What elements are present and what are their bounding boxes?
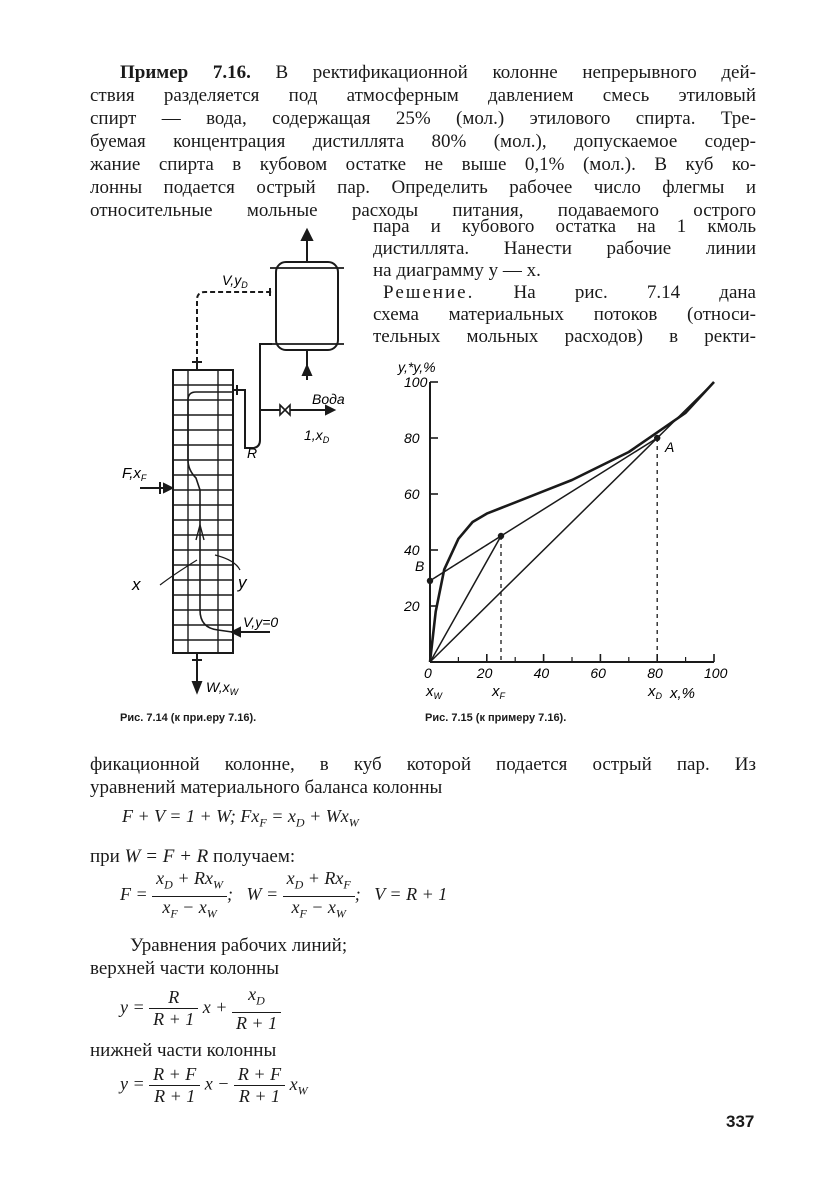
text-line: на диаграмму y — x. (373, 260, 541, 281)
text-line: уравнений материального баланса колонны (90, 777, 443, 798)
bottoms-label: $W,x_W$ (206, 679, 239, 697)
xf-label: $x_F$ (492, 683, 505, 701)
text-line: фикационной колонне, в куб которой подается острый пар. Из (90, 754, 756, 775)
chart-ticks (403, 374, 728, 681)
y-tick-label: 60 (404, 486, 420, 502)
chart-xlabel: x,% (670, 685, 696, 702)
y-tick-label: 100 (404, 374, 428, 390)
text-line: спирт — вода, содержащая 25% (мол.) этилового спирта. Тре- (90, 108, 756, 129)
x-tick-label: 60 (590, 665, 606, 681)
vapor-top-label: $V,y_D$ (222, 272, 248, 290)
column-trays (173, 370, 233, 653)
text-line: буемая концентрация дистиллята 80% (мол.), допускаемое содер- (90, 131, 756, 152)
series-line-3 (430, 536, 501, 662)
text-line: Решение. На рис. 7.14 дана (383, 282, 756, 303)
text-line: лонны подается острый пар. Определить рабочее число флегмы и (90, 177, 756, 198)
text-line: дистиллята. Нанести рабочие линии (373, 238, 756, 259)
text-line: пара и кубового остатка на 1 кмоль (373, 216, 756, 237)
vent-arrow (302, 230, 312, 240)
y-tick-label: 80 (404, 430, 420, 446)
feed-label: $F,x_F$ (122, 465, 147, 483)
text-line: схема материальных потоков (относи- (373, 304, 756, 325)
text-line: ствия разделяется под атмосферным давлением смесь этиловый (90, 85, 756, 106)
reflux-line (233, 390, 260, 448)
xd-label: $x_D$ (648, 683, 662, 701)
text-line: жание спирта в кубовом остатке не выше 0,1% (мол.). В куб ко- (90, 154, 756, 175)
x-tick-label: 40 (533, 665, 550, 681)
text-line: нижней части колонны (90, 1040, 277, 1061)
chart-series (430, 382, 714, 662)
figure-7-14-caption: Рис. 7.14 (к при.еру 7.16). (120, 712, 257, 724)
steam-label: V,y=0 (243, 614, 279, 630)
marker-point (654, 435, 660, 441)
point-a-label: A (665, 439, 675, 455)
distillate-label: $1,x_D$ (304, 427, 330, 445)
x-tick-label: 0 (424, 665, 432, 681)
y-tick-label: 20 (404, 598, 420, 614)
xw-label: $x_W$ (426, 683, 442, 701)
x-tick-label: 80 (647, 665, 663, 681)
x-label: x (132, 575, 141, 594)
equation-lower-line: y = $\frac{R + F}{R + 1}$ x − $\frac{R + F}{R + 1}$ $x_W$ (120, 1064, 308, 1106)
condenser (276, 262, 338, 350)
marker-point (427, 578, 433, 584)
text-line: Пример 7.16. В ректификационной колонне непрерывного дей- (120, 62, 756, 83)
page-number: 337 (726, 1112, 755, 1131)
y-tick-label: 40 (404, 542, 420, 558)
text-line: относительные мольные расходы питания, подаваемого острого (90, 200, 756, 221)
chart-ylabel: y,*y,% (398, 359, 436, 375)
marker-point (498, 533, 504, 539)
valve (280, 405, 290, 415)
equation-balance: F + V = 1 + W; $Fx_F = x_D + Wx_W$ (122, 806, 359, 830)
text-line: при W = F + R получаем: (90, 846, 296, 867)
equation-upper-line: y = $\frac{R}{R + 1}$ x + $\frac{x_D}{R + 1}$ (120, 984, 281, 1034)
water-label: Вода (312, 391, 345, 407)
equation-flows: F = $\frac{x_D + Rx_W}{x_F - x_W}$ ; W = $\frac{x_D + Rx_F}{x_F - x_W}$ ; V = R + 1 (120, 868, 448, 921)
x-tick-label: 100 (704, 665, 728, 681)
text-line: Уравнения рабочих линий; (130, 935, 348, 956)
y-label: y (238, 573, 247, 592)
distillate-line (260, 344, 280, 410)
solution-heading: Решение. (383, 282, 475, 303)
series-line-2 (430, 438, 657, 581)
figure-7-14-column-diagram (110, 222, 370, 707)
figure-7-15-caption: Рис. 7.15 (к примеру 7.16). (425, 712, 567, 724)
x-tick-label: 20 (476, 665, 493, 681)
text-line: тельных мольных расходов) в ректи- (373, 326, 756, 347)
example-title: Пример 7.16. (120, 62, 251, 83)
figure-7-15-yx-diagram (380, 352, 740, 704)
water-arrow (303, 366, 311, 375)
reflux-label: R (247, 445, 258, 461)
text-line: верхней части колонны (90, 958, 280, 979)
point-b-label: B (415, 558, 425, 574)
